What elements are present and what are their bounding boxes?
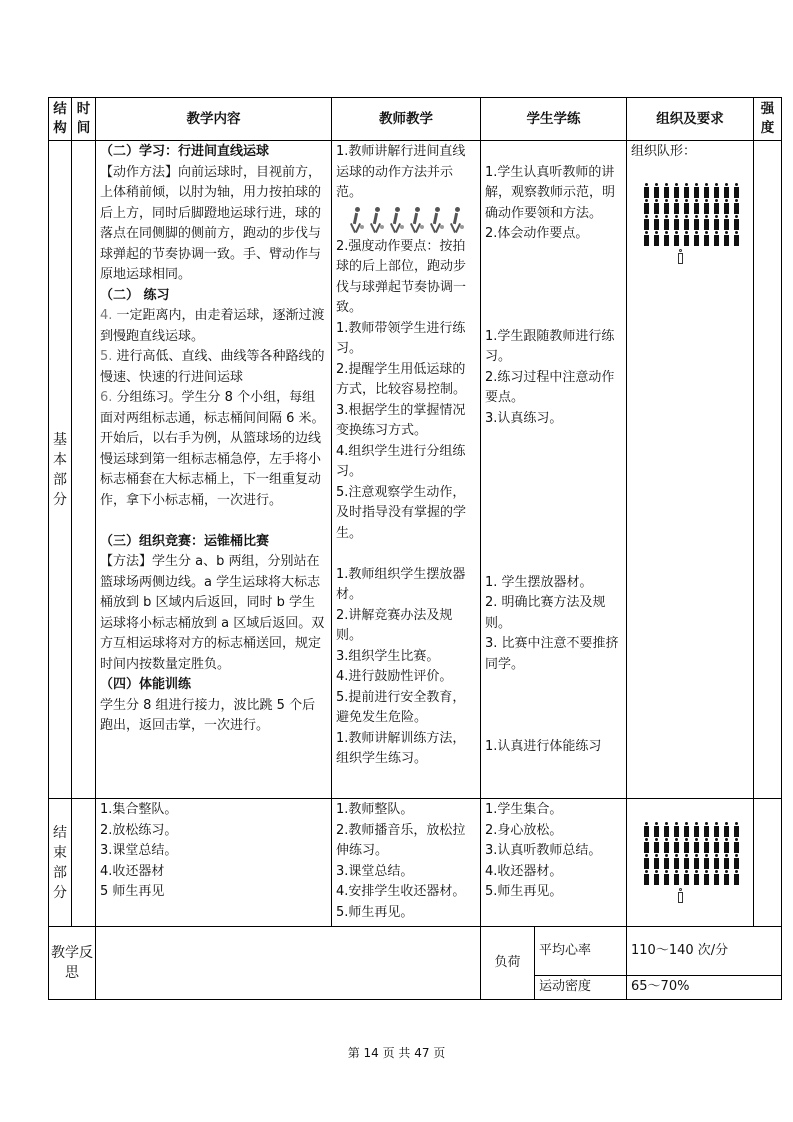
text-line: 4.进行鼓励性评价。 [336, 669, 453, 684]
student-figure [723, 199, 730, 214]
text-line: 1. 学生摆放器材。 [485, 574, 593, 590]
student-figure [683, 854, 690, 869]
ending-content-cell [96, 799, 332, 927]
student-figure [683, 215, 690, 230]
student-figure [683, 822, 690, 837]
text-line: 1.教师组织学生摆放器材。 [336, 566, 466, 602]
text-line: 1.学生认真听教师的讲解，观察教师示范，明确动作要领和方法。 [485, 164, 616, 221]
student-figure [713, 822, 720, 837]
density-label: 运动密度 [535, 976, 627, 1000]
basic-intensity-cell [754, 141, 782, 799]
text-line: 2.放松练习。 [100, 822, 178, 838]
text-line: 1.学生集合。 [485, 802, 563, 817]
student-figure [713, 183, 720, 198]
ending-organization-cell [627, 799, 754, 927]
basic-student-cell [481, 141, 627, 799]
student-figure [683, 838, 690, 853]
student-figure [703, 199, 710, 214]
dribble-demo-illustration [348, 207, 476, 235]
spacer [485, 470, 622, 491]
student-figure [703, 870, 710, 885]
student-figure [643, 822, 650, 837]
student-figure [713, 838, 720, 853]
lesson-plan-table [48, 97, 782, 1000]
student-figure [683, 183, 690, 198]
spacer [100, 511, 327, 532]
density-value: 65～70% [627, 976, 782, 1000]
ending-section-row [49, 799, 782, 927]
header-row [49, 98, 782, 141]
reflection-content [96, 927, 481, 1000]
text-line: （二）学习：行进间直线运球 [100, 144, 270, 159]
ending-intensity-cell [754, 799, 782, 927]
student-figure [713, 215, 720, 230]
spacer [485, 286, 622, 307]
spacer [485, 675, 622, 696]
runner-figure [388, 207, 404, 233]
text-line: 2.练习过程中注意动作要点。 [485, 369, 615, 405]
student-figure [723, 838, 730, 853]
student-figure [663, 215, 670, 230]
basic-organization-cell [627, 141, 754, 799]
student-figure [653, 215, 660, 230]
student-figure [663, 231, 670, 246]
text-line: 3.认真练习。 [485, 410, 563, 426]
student-figure [683, 231, 690, 246]
header-time: 时间 [72, 98, 96, 141]
spacer [485, 306, 622, 327]
student-figure [653, 231, 660, 246]
header-structure: 结构 [49, 98, 72, 141]
student-figure [643, 231, 650, 246]
student-figure [703, 822, 710, 837]
student-figure [653, 854, 660, 869]
student-figure [703, 854, 710, 869]
spacer [485, 532, 622, 553]
student-figure [713, 870, 720, 885]
student-figure [733, 183, 740, 198]
student-figure [693, 870, 700, 885]
student-figure [733, 870, 740, 885]
runner-figure [428, 207, 444, 233]
text-line: 6. 分组练习。学生分 8 个小组，每组面对两组标志通，标志桶间间隔 6 米。开始后，以右手为例，从篮球场的边线慢运球到第一组标志桶急停，左手将小标志桶套在大标志桶上，下一组重复动作，拿下小标志桶，一次进行。 [100, 390, 325, 508]
student-figure [713, 231, 720, 246]
student-figure [723, 215, 730, 230]
text-line: 3.课堂总结。 [336, 863, 414, 879]
text-line: 3.组织学生比赛。 [336, 648, 440, 664]
ending-time-cell [72, 799, 96, 927]
text-line: 1.集合整队。 [100, 802, 178, 817]
spacer [485, 265, 622, 286]
text-line: 5.师生再见。 [485, 884, 563, 899]
student-figure [663, 199, 670, 214]
student-figure [693, 215, 700, 230]
student-figure [733, 854, 740, 869]
spacer [485, 552, 622, 573]
text-line: 3. 比赛中注意不要推挤同学。 [485, 636, 619, 672]
ending-teacher-cell [332, 799, 481, 927]
ending-teacher-figure [677, 888, 684, 903]
spacer [485, 450, 622, 471]
student-figure [733, 822, 740, 837]
student-figure [723, 183, 730, 198]
text-line: 5 师生再见 [100, 884, 165, 899]
student-figure [673, 199, 680, 214]
student-figure [693, 183, 700, 198]
student-figure [643, 199, 650, 214]
text-line: 3.课堂总结。 [100, 843, 178, 858]
student-figure [723, 870, 730, 885]
student-figure [653, 183, 660, 198]
header-student: 学生学练 [481, 98, 627, 141]
student-figure [713, 854, 720, 869]
text-line: 2.强度动作要点：按拍球的后上部位，跑动步伐与球弹起节奏协调一致。 [336, 238, 467, 315]
organization-label: 组织队形： [631, 144, 697, 159]
text-line: 5. 进行高低、直线、曲线等各种路线的慢速、快速的行进间运球 [100, 349, 325, 385]
text-line: （四）体能训练 [100, 677, 192, 692]
student-figure [663, 822, 670, 837]
text-line: 1.教师讲解训练方法，组织学生练习。 [336, 730, 466, 766]
student-figure [693, 854, 700, 869]
student-figure [673, 870, 680, 885]
runner-figure [368, 207, 384, 233]
student-figure [693, 199, 700, 214]
runner-figure [408, 207, 424, 233]
heart-rate-label: 平均心率 [535, 927, 627, 976]
basic-section-label: 基本部分 [49, 141, 72, 799]
student-figure [713, 199, 720, 214]
student-figure [663, 854, 670, 869]
text-line: 2.身心放松。 [485, 822, 563, 838]
teacher-figure [677, 249, 684, 264]
student-figure [693, 822, 700, 837]
student-figure [663, 870, 670, 885]
student-figure [643, 215, 650, 230]
text-line: 1.教师带领学生进行练习。 [336, 320, 466, 356]
text-line: 2.讲解竞赛办法及规则。 [336, 607, 453, 643]
text-line: 【方法】学生分 a、b 两组，分别站在篮球场两侧边线。a 学生运球将大标志桶放到 b 区域内后返回，同时 b 学生运球将小标志桶放到 a 区域后返回。双方互相运球将对方的标志桶送回，规定时间内按数量定胜负。 [100, 554, 325, 672]
student-figure [673, 838, 680, 853]
student-figure [723, 231, 730, 246]
student-figure [643, 854, 650, 869]
text-line: 4.组织学生进行分组练习。 [336, 443, 466, 479]
text-line: 2.教师播音乐，放松拉伸练习。 [336, 822, 466, 858]
spacer [485, 696, 622, 717]
student-figure [723, 822, 730, 837]
student-figure [703, 215, 710, 230]
text-line: 5.提前进行安全教育，避免发生危险。 [336, 689, 466, 725]
text-line: 2.体会动作要点。 [485, 226, 589, 241]
student-figure [703, 183, 710, 198]
student-figure [663, 183, 670, 198]
text-line: 3.认真听教师总结。 [485, 843, 602, 858]
student-figure [663, 838, 670, 853]
text-line: 【动作方法】向前运球时，目视前方，上体稍前倾，以肘为轴，用力按拍球的后上方，同时后脚蹬地运球行进，球的落点在同侧脚的侧前方，跑动的步伐与球弹起的节奏协调一致。手、臂动作与原地运球相同。 [100, 164, 322, 282]
heart-rate-value: 110～140 次/分 [627, 927, 782, 976]
text-line: 4.安排学生收还器材。 [336, 884, 466, 899]
text-line: 1.学生跟随教师进行练习。 [485, 328, 615, 364]
text-line: 学生分 8 组进行接力，波比跳 5 个后跑出，返回击掌，一次进行。 [100, 697, 316, 733]
student-figure [673, 183, 680, 198]
text-line: 1.认真进行体能练习 [485, 738, 602, 754]
student-figure [653, 870, 660, 885]
text-line: 5.师生再见。 [336, 904, 414, 920]
student-figure [673, 231, 680, 246]
spacer [485, 511, 622, 532]
student-figure [643, 183, 650, 198]
student-figure [723, 854, 730, 869]
student-figure [673, 215, 680, 230]
text-line: 2.提醒学生用低运球的方式，比较容易控制。 [336, 361, 467, 397]
header-teacher: 教师教学 [332, 98, 481, 141]
text-line: 3.根据学生的掌握情况变换练习方式。 [336, 402, 466, 438]
runner-figure [348, 207, 364, 233]
spacer [485, 491, 622, 512]
text-line: （二） 练习 [100, 287, 170, 303]
student-figure [683, 870, 690, 885]
spacer [485, 245, 622, 266]
basic-content-cell [96, 141, 332, 799]
header-intensity: 强度 [754, 98, 782, 141]
student-figure [673, 822, 680, 837]
spacer [336, 544, 476, 565]
student-figure [693, 231, 700, 246]
text-line: 5.注意观察学生动作，及时指导没有掌握的学生。 [336, 484, 467, 541]
header-organization: 组织及要求 [627, 98, 754, 141]
text-line: 1.教师讲解行进间直线运球的动作方法并示范。 [336, 144, 466, 200]
text-line: 4.收还器材 [100, 863, 165, 879]
spacer [485, 716, 622, 737]
basic-time-cell [72, 141, 96, 799]
student-figure [733, 199, 740, 214]
ending-student-cell [481, 799, 627, 927]
page-footer: 第 14 页 共 47 页 [347, 1046, 446, 1060]
reflection-row [49, 927, 782, 976]
text-line: （三）组织竞赛：运锥桶比赛 [100, 533, 270, 549]
basic-teacher-cell [332, 141, 481, 799]
text-line: 2. 明确比赛方法及规则。 [485, 595, 606, 631]
student-figure [653, 822, 660, 837]
student-figure [683, 199, 690, 214]
text-line: 1.教师整队。 [336, 802, 414, 817]
student-figure [733, 231, 740, 246]
ending-section-label: 结束部分 [49, 799, 72, 927]
student-formation [643, 183, 749, 246]
student-figure [733, 838, 740, 853]
student-figure [703, 838, 710, 853]
header-content: 教学内容 [96, 98, 332, 141]
spacer [485, 429, 622, 450]
student-figure [643, 838, 650, 853]
runner-figure [448, 207, 464, 233]
ending-formation [643, 822, 749, 885]
basic-section-row [49, 141, 782, 799]
reflection-label: 教学反思 [49, 927, 96, 1000]
load-label: 负荷 [481, 927, 535, 1000]
student-figure [733, 215, 740, 230]
student-figure [673, 854, 680, 869]
spacer [485, 142, 622, 163]
student-figure [693, 838, 700, 853]
student-figure [643, 870, 650, 885]
student-figure [653, 199, 660, 214]
student-figure [703, 231, 710, 246]
student-figure [653, 838, 660, 853]
text-line: 4. 一定距离内，由走着运球，逐渐过渡到慢跑直线运球。 [100, 308, 325, 344]
text-line: 4.收还器材。 [485, 863, 563, 879]
